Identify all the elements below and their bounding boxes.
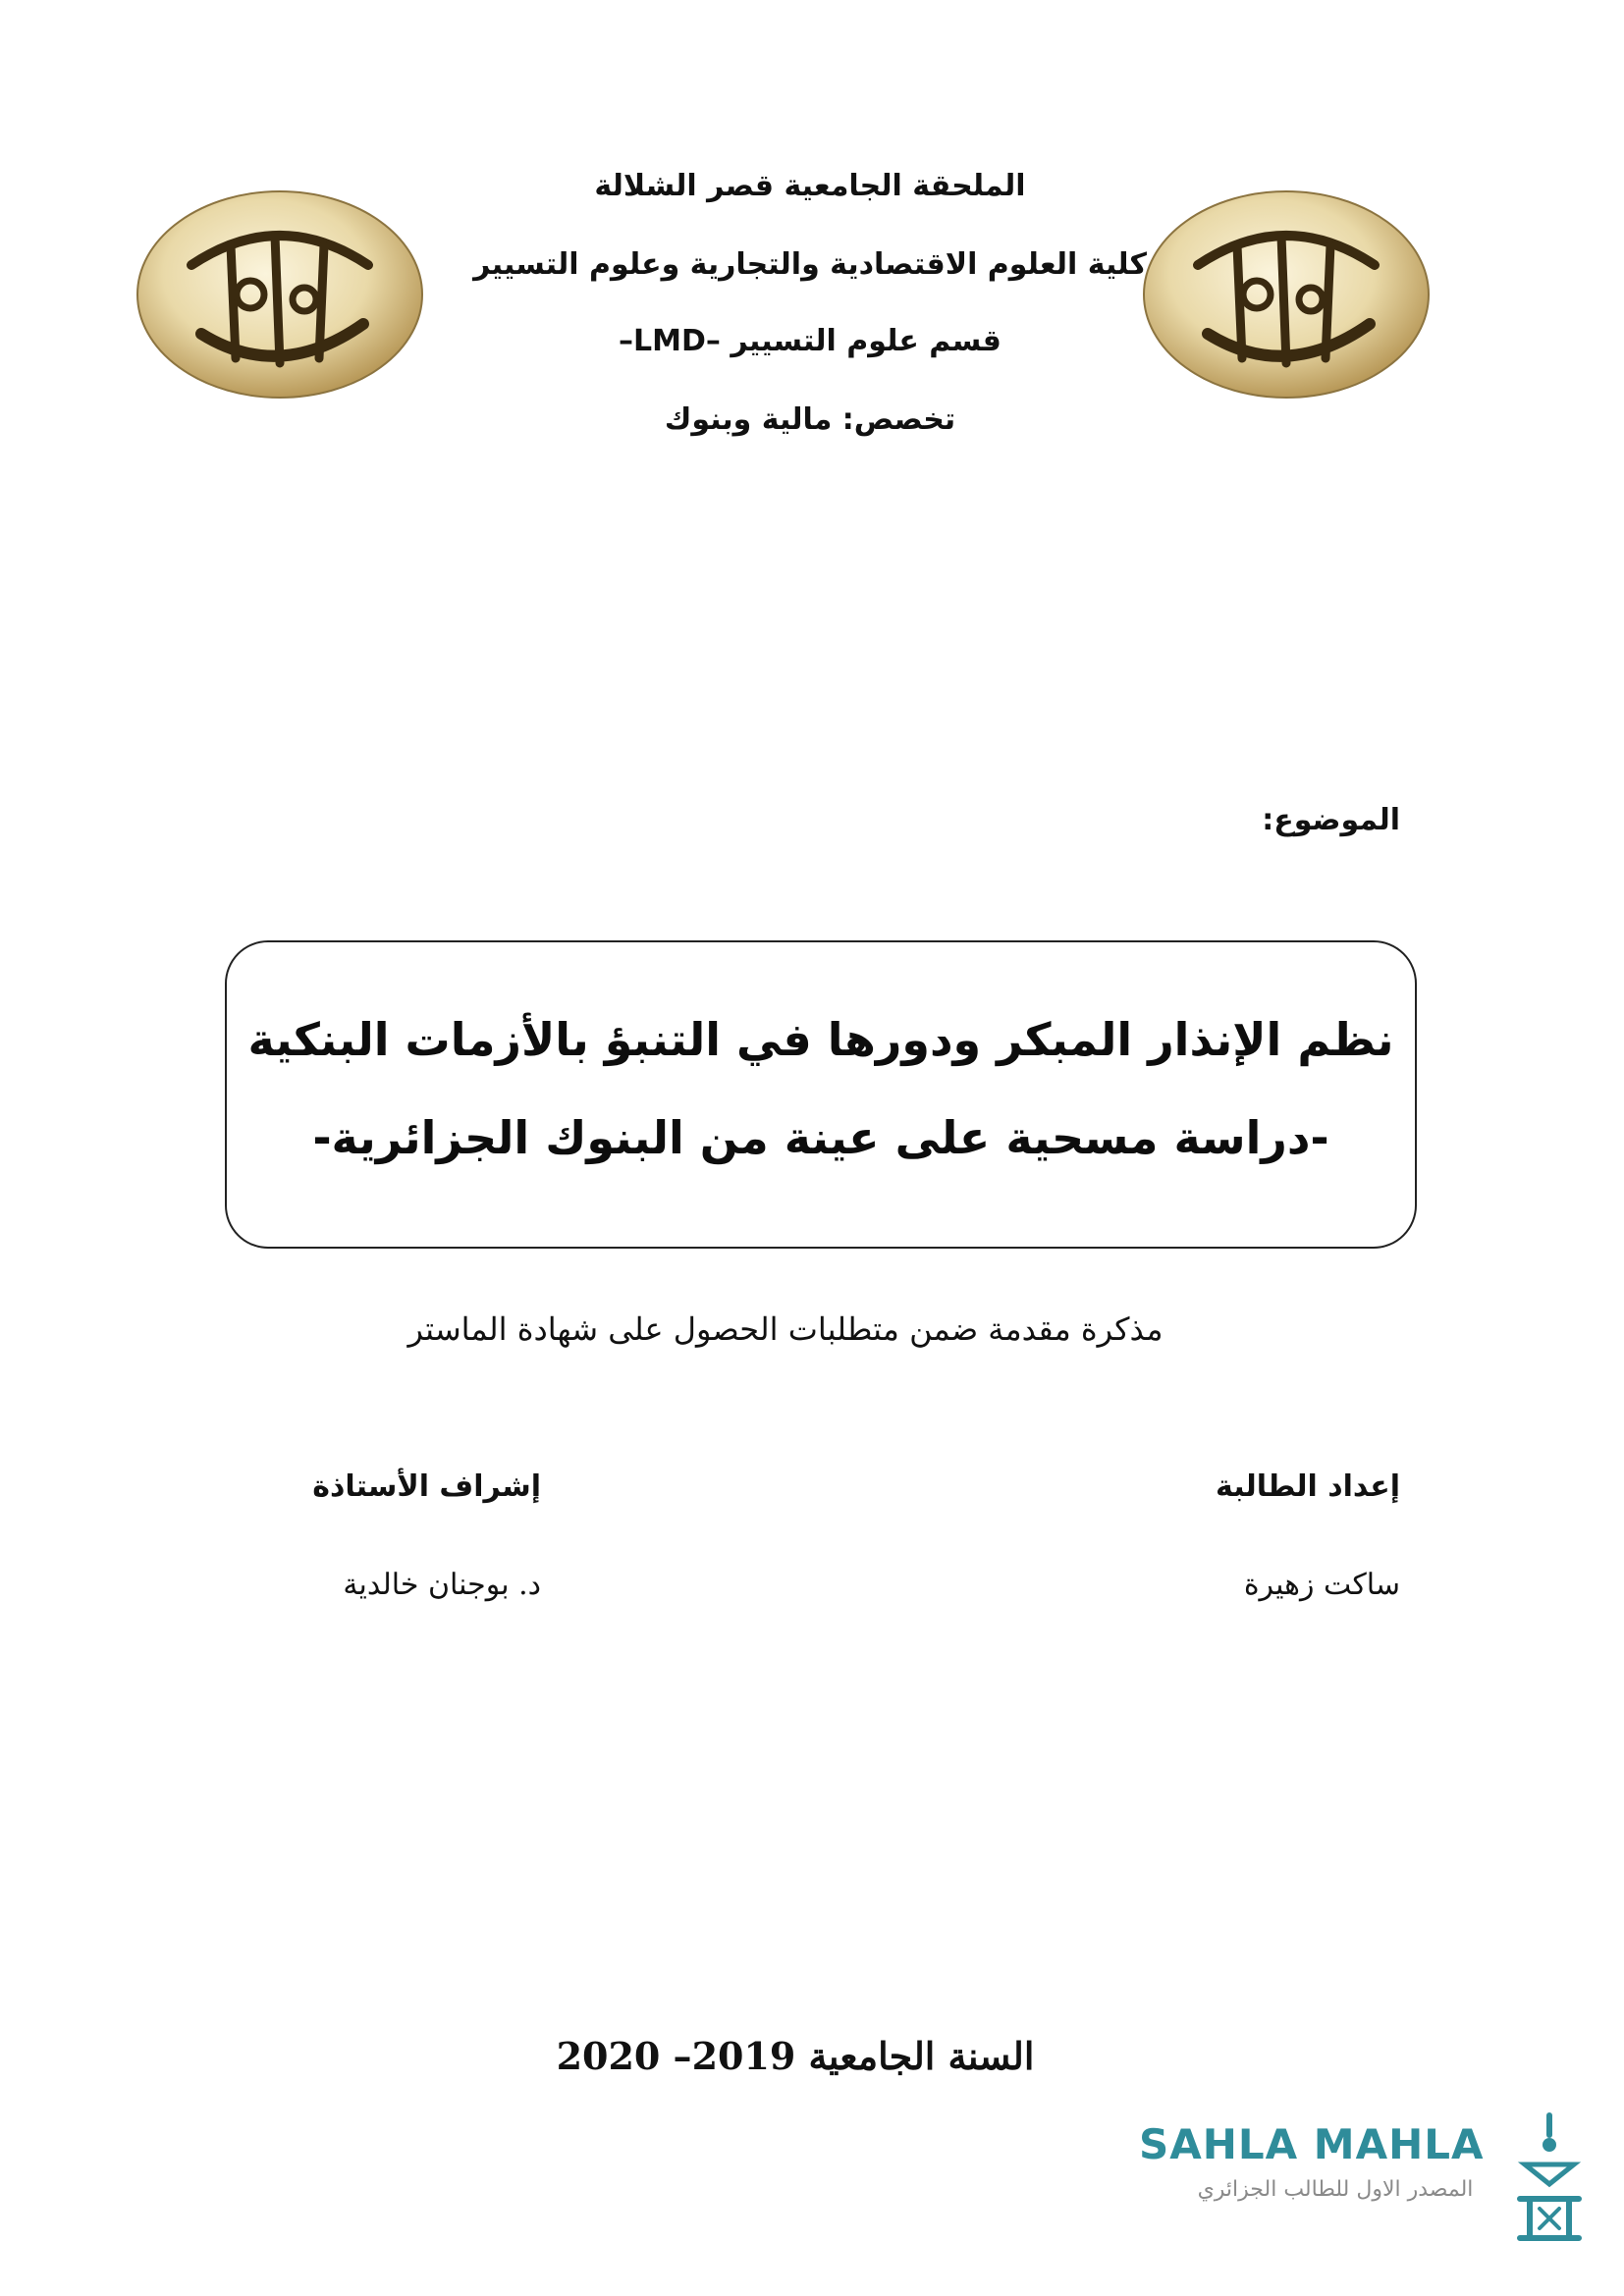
faculty-name: كلية العلوم الاقتصادية والتجارية وعلوم التسيير bbox=[473, 247, 1147, 282]
thesis-subtitle: -دراسة مسحية على عينة من البنوك الجزائرية- bbox=[312, 1111, 1329, 1164]
thesis-title-box bbox=[225, 940, 1417, 1249]
university-logo-right bbox=[1139, 187, 1434, 402]
specialty: تخصص: مالية وبنوك bbox=[664, 402, 956, 437]
memo-statement: مذكرة مقدمة ضمن متطلبات الحصول على شهادة الماستر bbox=[407, 1310, 1164, 1348]
student-label: إعداد الطالبة bbox=[1216, 1469, 1400, 1504]
sahla-mahla-watermark bbox=[1139, 2110, 1591, 2268]
calligraphy-logo-icon bbox=[1510, 2110, 1589, 2248]
university-logo-left bbox=[133, 187, 427, 402]
watermark-brand: SAHLA MAHLA bbox=[1139, 2120, 1485, 2168]
subject-label: الموضوع: bbox=[1262, 803, 1400, 837]
thesis-title: نظم الإنذار المبكر ودورها في التنبؤ بالأزمات البنكية bbox=[247, 1013, 1394, 1066]
supervisor-name: د. بوجنان خالدية bbox=[343, 1568, 541, 1602]
watermark-tagline: المصدر الاول للطالب الجزائري bbox=[1197, 2177, 1474, 2202]
academic-year: السنة الجامعية 2019– 2020 bbox=[556, 2034, 1035, 2078]
student-name: ساكت زهيرة bbox=[1243, 1568, 1400, 1602]
institution-annex: الملحقة الجامعية قصر الشلالة bbox=[594, 169, 1026, 203]
department-name: قسم علوم التسيير –LMD– bbox=[619, 324, 1001, 358]
supervisor-label: إشراف الأستاذة bbox=[312, 1469, 541, 1504]
